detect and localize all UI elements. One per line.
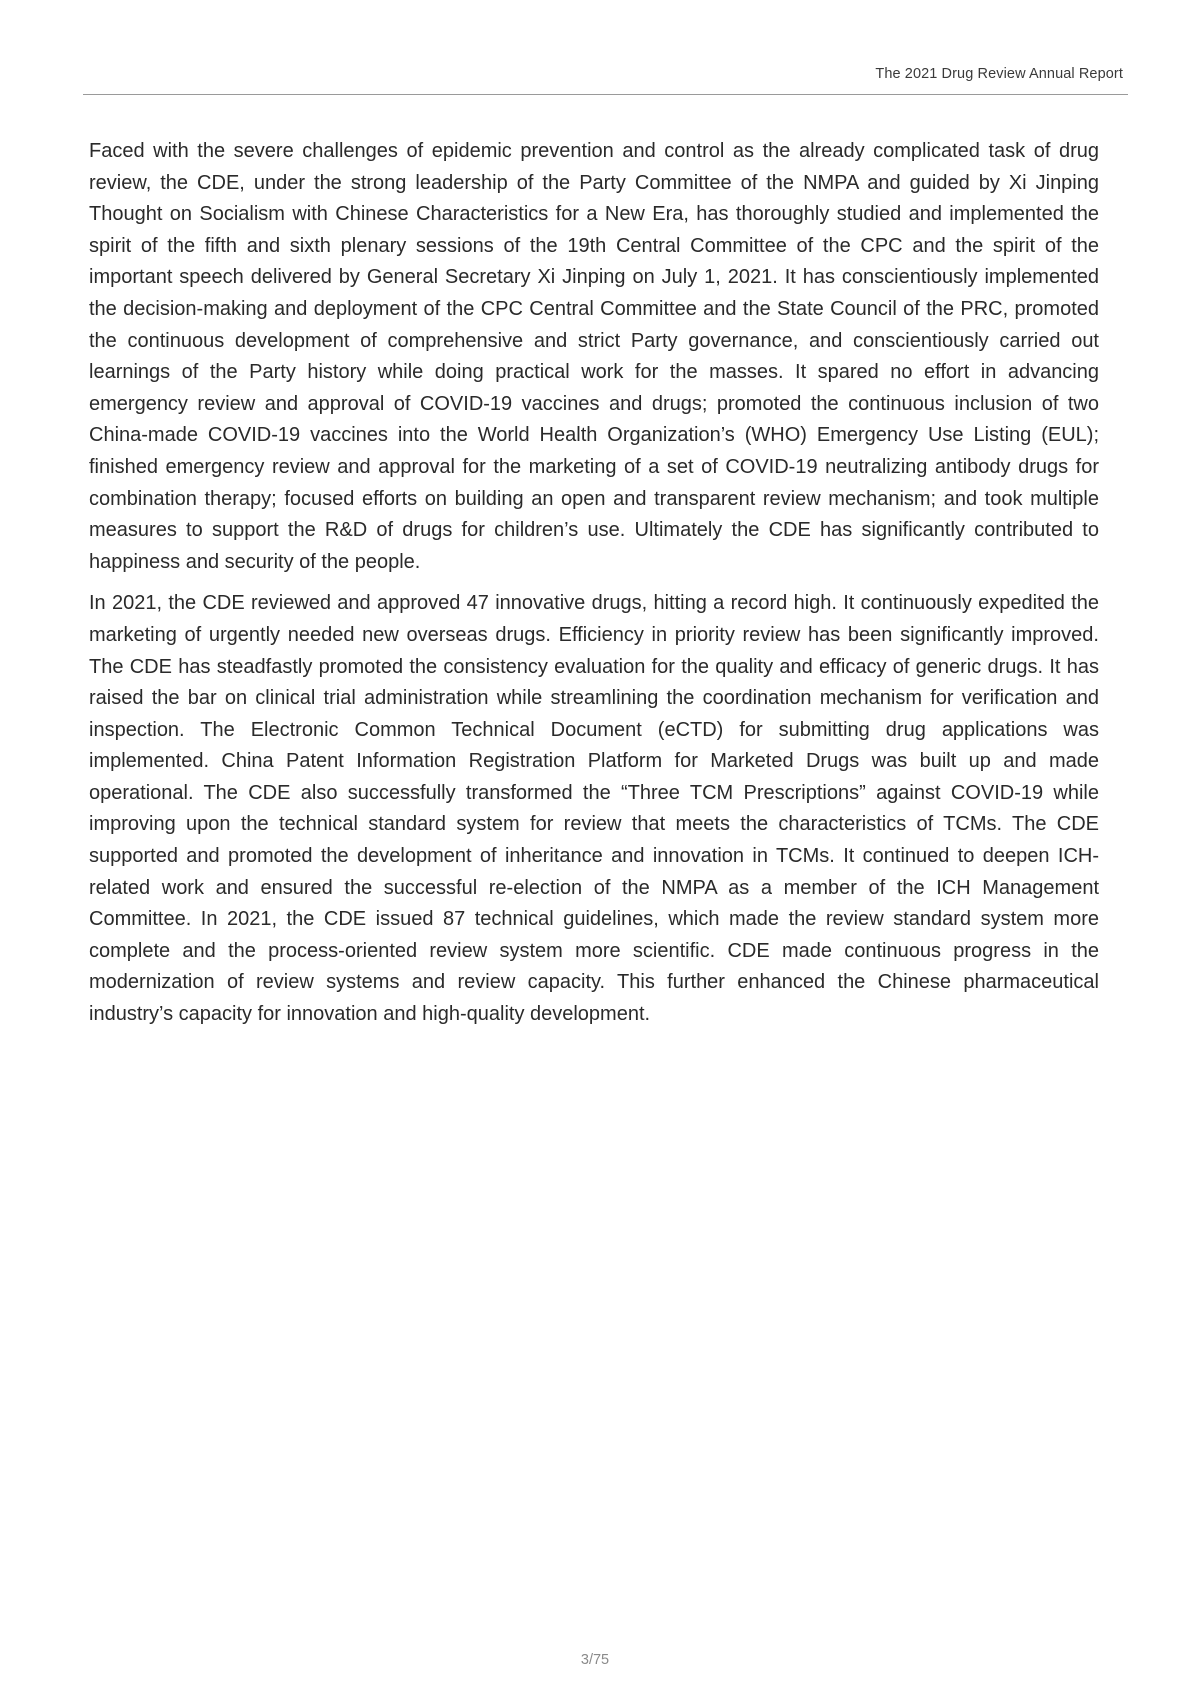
paragraph-1: Faced with the severe challenges of epidemic prevention and control as the already complicated task of drug review, the CDE, under the strong leadership of the Party Committee of the NMPA and guided by Xi Jinping Thought on Socialism with Chinese Characteristics for a New Era, has thoroughly studied and implemented the spirit of the fifth and sixth plenary sessions of the 19th Central Committee of the CPC and the spirit of the important speech delivered by General Secretary Xi Jinping on July 1, 2021. It has conscientiously implemented the decision-making and deployment of the CPC Central Committee and the State Council of the PRC, promoted the continuous development of comprehensive and strict Party governance, and conscientiously carried out learnings of the Party history while doing practical work for the masses. It spared no effort in advancing emergency review and approval of COVID-19 vaccines and drugs; promoted the continuous inclusion of two China-made COVID-19 vaccines into the World Health Organization’s (WHO) Emergency Use Listing (EUL); finished emergency review and approval for the marketing of a set of COVID-19 neutralizing antibody drugs for combination therapy; focused efforts on building an open and transparent review mechanism; and took multiple measures to support the R&D of drugs for children’s use. Ultimately the CDE has significantly contributed to happiness and security of the people.	[89, 140, 1099, 573]
running-header: The 2021 Drug Review Annual Report	[875, 66, 1123, 82]
page-number: 3/75	[580, 1652, 610, 1668]
paragraph-2: In 2021, the CDE reviewed and approved 47 innovative drugs, hitting a record high. It continuously expedited the marketing of urgently needed new overseas drugs. Efficiency in priority review has been significantly improved. The CDE has steadfastly promoted the consistency evaluation for the quality and efficacy of generic drugs. It has raised the bar on clinical trial administration while streamlining the coordination mechanism for verification and inspection. The Electronic Common Technical Document (eCTD) for submitting drug applications was implemented. China Patent Information Registration Platform for Marketed Drugs was built up and made operational. The CDE also successfully transformed the “Three TCM Prescriptions” against COVID-19 while improving upon the technical standard system for review that meets the characteristics of TCMs. The CDE supported and promoted the development of inheritance and innovation in TCMs. It continued to deepen ICH-related work and ensured the successful re-election of the NMPA as a member of the ICH Management Committee. In 2021, the CDE issued 87 technical guidelines, which made the review standard system more complete and the process-oriented review system more scientific. CDE made continuous progress in the modernization of review systems and review capacity. This further enhanced the Chinese pharmaceutical industry’s capacity for innovation and high-quality development.	[89, 592, 1099, 1026]
header-divider	[83, 94, 1128, 95]
body-text	[89, 136, 1099, 1041]
